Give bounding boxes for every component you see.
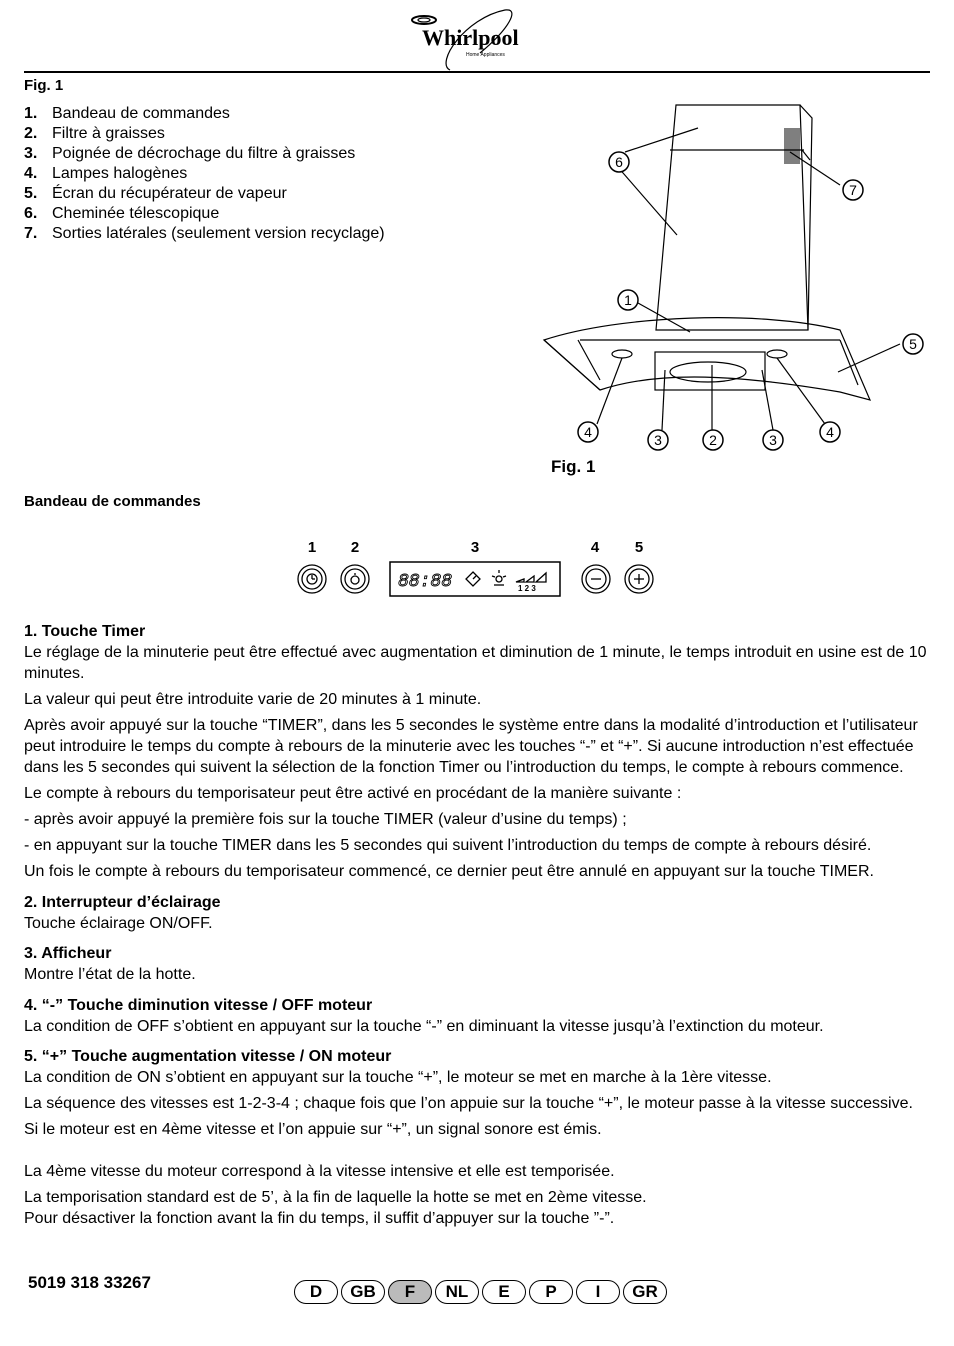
timer-key-icon	[298, 565, 326, 593]
language-i[interactable]: I	[576, 1280, 620, 1304]
key-number-5: 5	[634, 539, 644, 556]
paragraph: Un fois le compte à rebours du temporisateur commencé, ce dernier peut être annulé en appuyant sur la touche TIMER.	[24, 863, 874, 880]
callout-3-right: 3	[769, 432, 777, 448]
document-code: 5019 318 33267	[28, 1273, 151, 1292]
list-item: 2. Filtre à graisses	[24, 125, 165, 142]
control-panel-illustration	[290, 532, 660, 604]
paragraph: - après avoir appuyé la première fois sur la touche TIMER (valeur d’usine du temps) ;	[24, 811, 627, 828]
language-f[interactable]: F	[388, 1280, 432, 1304]
figure-caption: Fig. 1	[551, 457, 596, 476]
paragraph: Le réglage de la minuterie peut être effectué avec augmentation et diminution de 1 minute, le temps introduit en usine est de 10 minutes.	[24, 644, 927, 682]
callout-5: 5	[909, 336, 917, 352]
whirlpool-logo	[410, 8, 540, 72]
section-title: 4. “-” Touche diminution vitesse / OFF moteur	[24, 997, 373, 1014]
display-digits: 88:88	[398, 572, 453, 592]
section-display	[24, 943, 930, 985]
key-number-3: 3	[470, 539, 480, 556]
callout-4-right: 4	[826, 424, 834, 440]
paragraph: Pour désactiver la fonction avant la fin du temps, il suffit d’appuyer sur la touche ”-”.	[24, 1210, 615, 1227]
key-number-4: 4	[590, 539, 600, 556]
language-nl[interactable]: NL	[435, 1280, 479, 1304]
fan-speed-icon	[516, 573, 546, 582]
parts-list	[24, 104, 385, 244]
fig-label: Fig. 1	[24, 77, 64, 94]
callout-3-left: 3	[654, 432, 662, 448]
paragraph: La condition de ON s’obtient en appuyant sur la touche “+”, le moteur se met en marche à la 1ère vitesse.	[24, 1069, 772, 1086]
brand-tagline: Home Appliances	[466, 52, 505, 58]
section-timer	[24, 621, 930, 882]
light-key-icon	[341, 565, 369, 593]
paragraph: La temporisation standard est de 5’, à la fin de laquelle la hotte se met en 2ème vitesse.	[24, 1189, 647, 1206]
key-number-2: 2	[350, 539, 360, 556]
clock-icon	[466, 572, 480, 586]
list-item: 7. Sorties latérales (seulement version recyclage)	[24, 225, 385, 242]
language-e[interactable]: E	[482, 1280, 526, 1304]
callout-1: 1	[624, 292, 632, 308]
list-item: 1. Bandeau de commandes	[24, 105, 230, 122]
paragraph: Après avoir appuyé sur la touche “TIMER”, dans les 5 secondes le système entre dans la modalité d’introduction et l’utilisateur peut introduire le temps du compte à rebours de la minuterie avec les touches “-” et “+”. Si aucune introduction n’est effectuée dans les 5 secondes qui suivent la sélection de la fonction Timer ou l’introduction du temps, le compte à rebours commence.	[24, 717, 918, 776]
callout-4-left: 4	[584, 424, 592, 440]
callout-2: 2	[709, 432, 717, 448]
bulb-icon	[492, 570, 506, 585]
list-item: 3. Poignée de décrochage du filtre à graisses	[24, 145, 356, 162]
paragraph: Montre l’état de la hotte.	[24, 966, 196, 983]
paragraph: - en appuyant sur la touche TIMER dans les 5 secondes qui suivent l’introduction du temps de compte à rebours désiré.	[24, 837, 872, 854]
list-item: 4. Lampes halogènes	[24, 165, 188, 182]
language-selector	[294, 1280, 667, 1304]
paragraph: La valeur qui peut être introduite varie de 20 minutes à 1 minute.	[24, 691, 482, 708]
callout-6: 6	[615, 154, 623, 170]
section-minus	[24, 995, 930, 1037]
list-item: 6. Cheminée télescopique	[24, 205, 220, 222]
section-title: 5. “+” Touche augmentation vitesse / ON moteur	[24, 1048, 392, 1065]
paragraph: Touche éclairage ON/OFF.	[24, 915, 213, 932]
section-light	[24, 892, 930, 934]
section-title: 3. Afficheur	[24, 945, 112, 962]
minus-key-icon	[582, 565, 610, 593]
section-plus	[24, 1046, 930, 1140]
panel-heading: Bandeau de commandes	[24, 493, 201, 510]
header-rule	[24, 71, 930, 73]
section-title: 1. Touche Timer	[24, 623, 146, 640]
language-p[interactable]: P	[529, 1280, 573, 1304]
section-intensive	[24, 1161, 930, 1229]
paragraph: Si le moteur est en 4ème vitesse et l’on appuie sur “+”, un signal sonore est émis.	[24, 1121, 602, 1138]
callout-7: 7	[849, 182, 857, 198]
plus-key-icon	[625, 565, 653, 593]
paragraph: Le compte à rebours du temporisateur peut être activé en procédant de la manière suivante :	[24, 785, 682, 802]
paragraph: La séquence des vitesses est 1-2-3-4 ; chaque fois que l’on appuie sur la touche “+”, le moteur passe à la vitesse successive.	[24, 1095, 913, 1112]
paragraph: La 4ème vitesse du moteur correspond à la vitesse intensive et elle est temporisée.	[24, 1163, 615, 1180]
section-title: 2. Interrupteur d’éclairage	[24, 894, 221, 911]
speed-digits: 1 2 3	[518, 584, 536, 593]
language-d[interactable]: D	[294, 1280, 338, 1304]
hood-illustration	[540, 100, 940, 455]
language-gb[interactable]: GB	[341, 1280, 385, 1304]
key-number-1: 1	[307, 539, 317, 556]
language-gr[interactable]: GR	[623, 1280, 667, 1304]
brand-name: Whirlpool	[422, 25, 519, 50]
paragraph: La condition de OFF s’obtient en appuyant sur la touche “-” en diminuant la vitesse jusqu’à l’extinction du moteur.	[24, 1018, 824, 1035]
list-item: 5. Écran du récupérateur de vapeur	[24, 185, 287, 202]
